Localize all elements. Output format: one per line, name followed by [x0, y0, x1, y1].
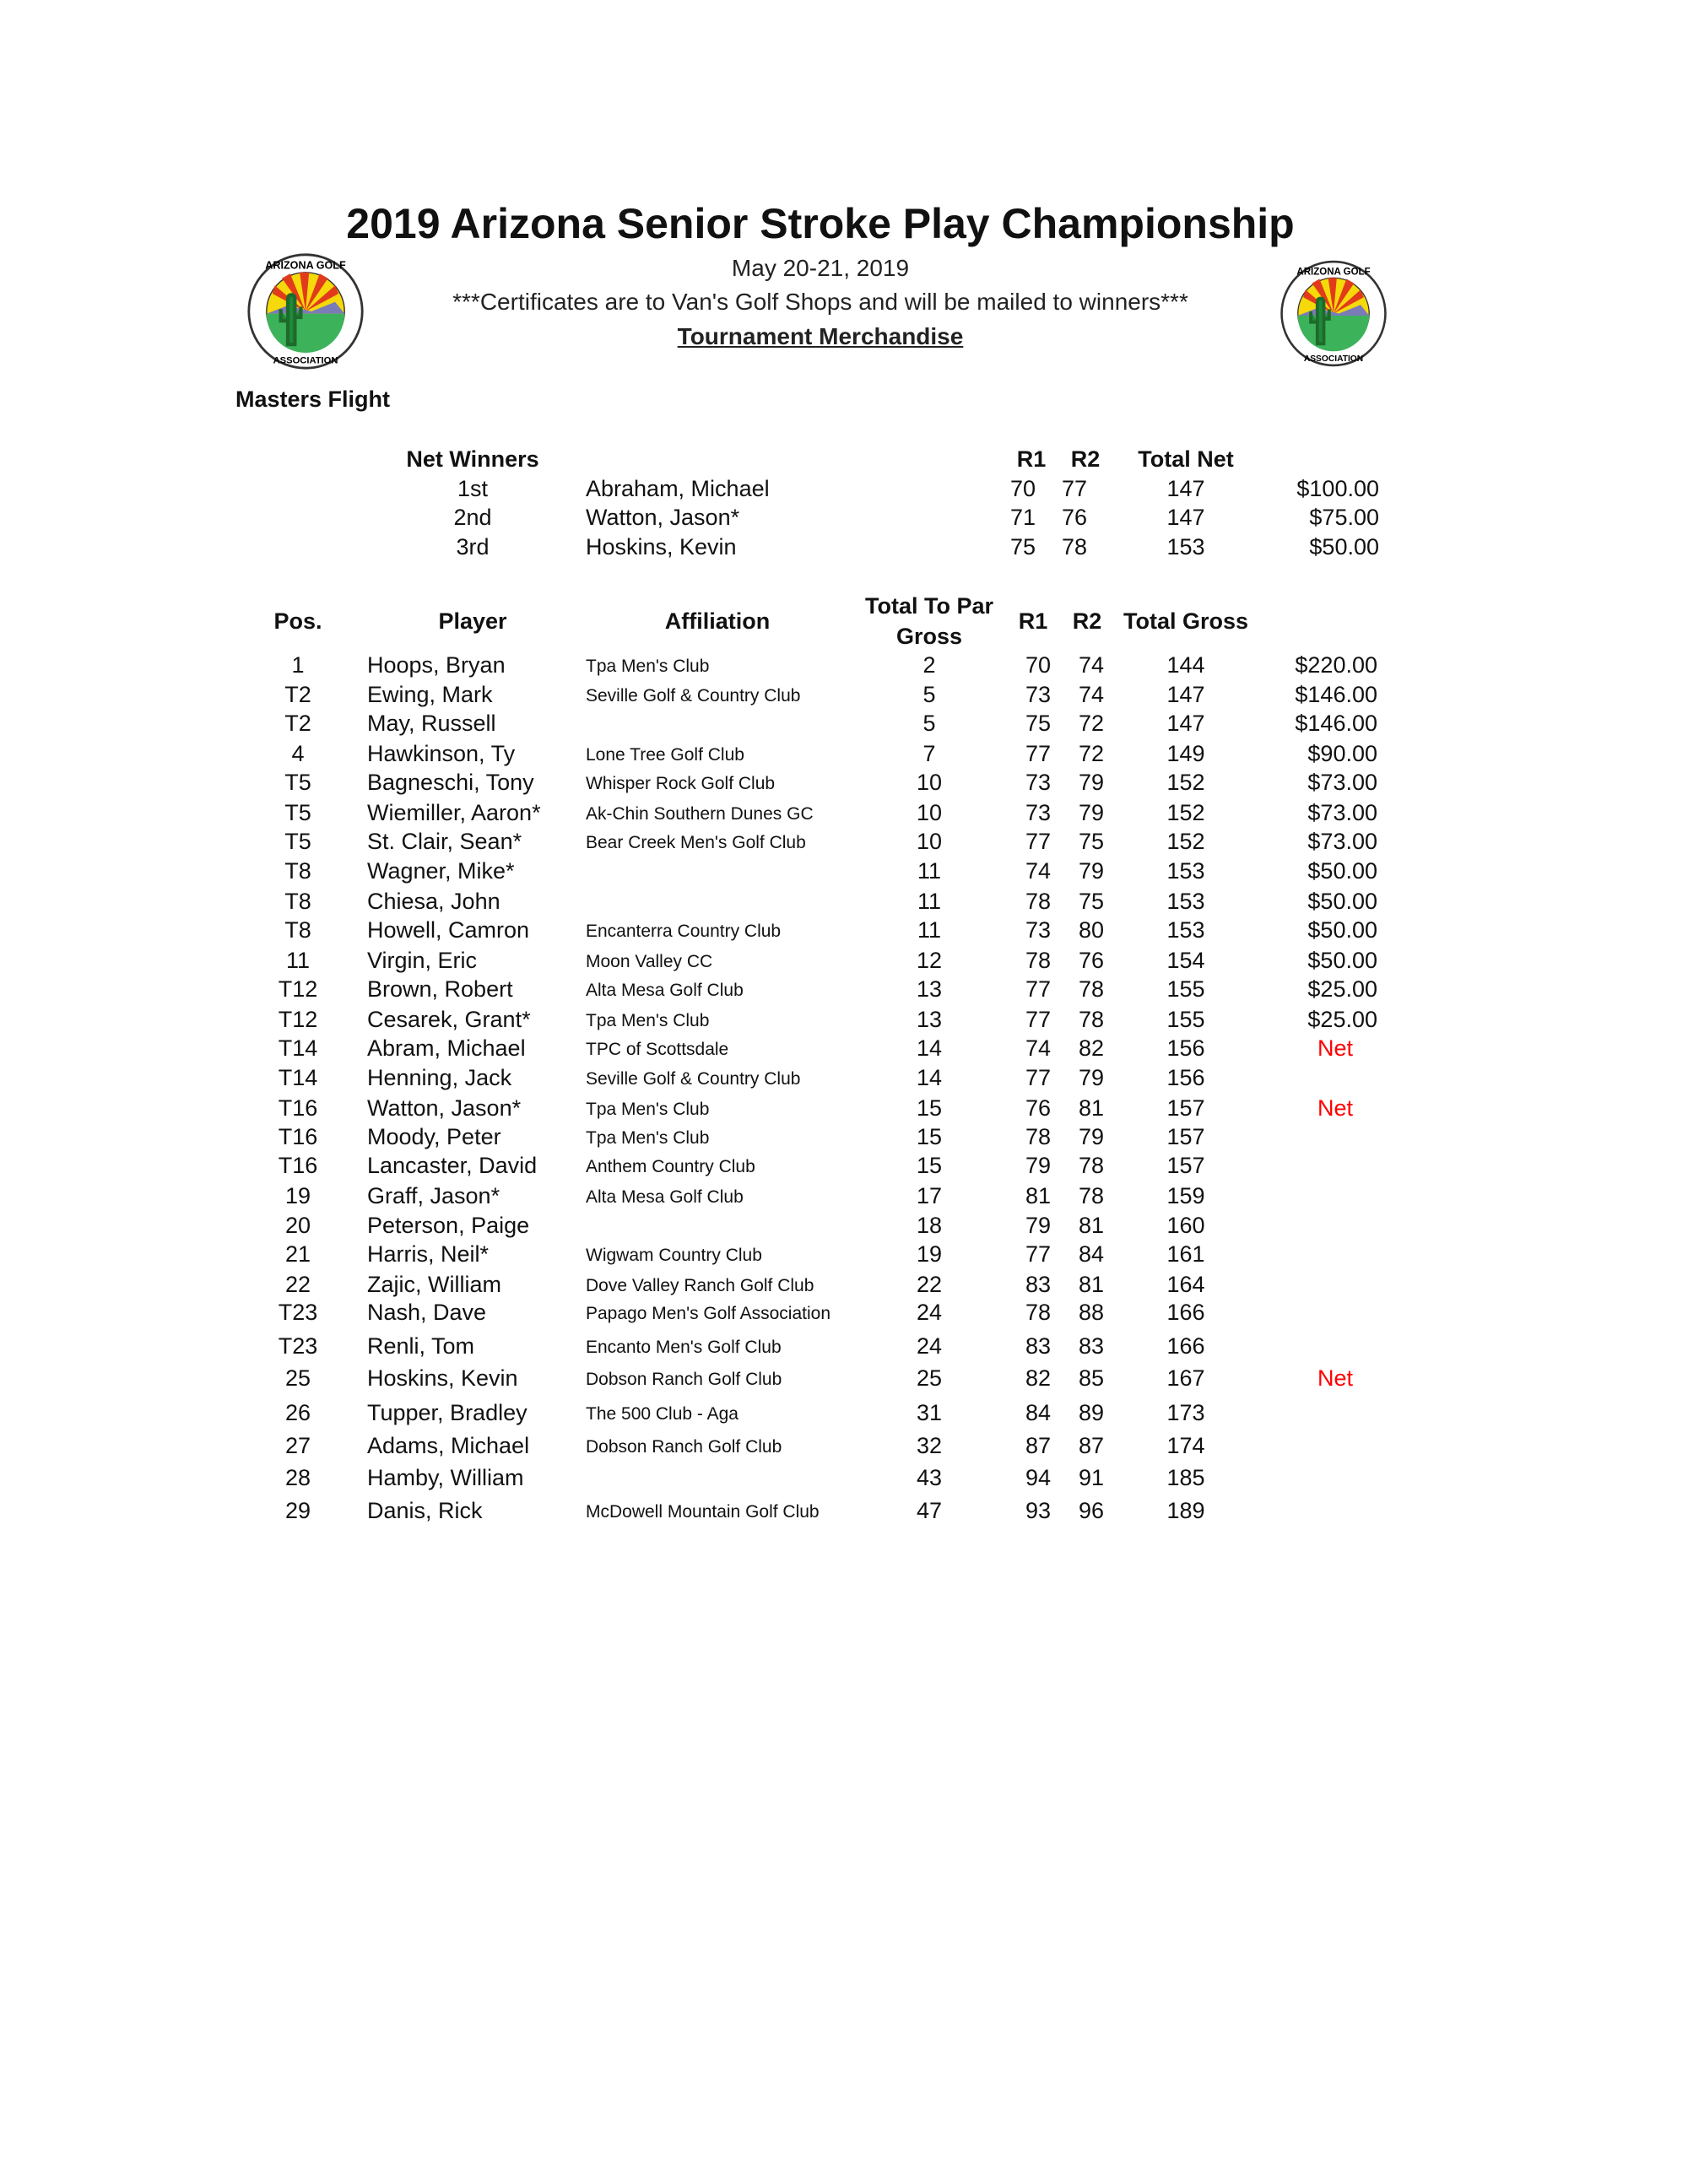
- svg-text:ASSOCIATION: ASSOCIATION: [1303, 354, 1364, 364]
- total-to-par: 13: [916, 1007, 943, 1032]
- player-name: Moody, Peter: [367, 1124, 501, 1149]
- total-gross: 152: [1166, 829, 1205, 854]
- round-1-score: 78: [1025, 1124, 1052, 1149]
- position: T16: [278, 1095, 318, 1121]
- total-gross: 157: [1166, 1153, 1205, 1178]
- prize-amount: $50.00: [1307, 917, 1377, 943]
- player-name: Danis, Rick: [367, 1498, 483, 1523]
- round-2-score: 79: [1078, 800, 1105, 825]
- player-name: Virgin, Eric: [367, 948, 478, 973]
- total-to-par: 14: [916, 1065, 943, 1090]
- net-r1: 70: [1009, 476, 1036, 501]
- prize-amount: $73.00: [1307, 770, 1377, 795]
- round-2-score: 96: [1078, 1498, 1105, 1523]
- total-to-par: 10: [916, 829, 943, 854]
- affiliation: The 500 Club - Aga: [586, 1404, 738, 1424]
- prize-amount: $50.00: [1307, 858, 1377, 884]
- player-name: Bagneschi, Tony: [367, 770, 534, 795]
- total-gross: 156: [1166, 1065, 1205, 1090]
- total-to-par: 10: [916, 770, 943, 795]
- position: 19: [284, 1183, 311, 1208]
- net-r2: 78: [1061, 534, 1088, 560]
- position: T8: [284, 858, 311, 884]
- total-gross: 149: [1166, 741, 1205, 766]
- total-to-par: 24: [916, 1333, 943, 1359]
- net-place: 1st: [457, 476, 489, 501]
- player-name: Peterson, Paige: [367, 1213, 530, 1238]
- total-to-par: 15: [916, 1153, 943, 1178]
- prize-amount: $146.00: [1295, 682, 1377, 707]
- round-1-score: 73: [1025, 770, 1052, 795]
- affiliation: Papago Men's Golf Association: [586, 1304, 831, 1323]
- total-to-par: 32: [916, 1433, 943, 1458]
- prize-amount: $50.00: [1307, 948, 1377, 973]
- player-name: Hawkinson, Ty: [367, 741, 516, 766]
- round-1-score: 73: [1025, 800, 1052, 825]
- prize-amount: $25.00: [1307, 976, 1377, 1002]
- round-1-score: 81: [1025, 1183, 1052, 1208]
- net-r1-header: R1: [1016, 446, 1047, 472]
- round-2-score: 80: [1078, 917, 1105, 943]
- round-1-score: 83: [1025, 1333, 1052, 1359]
- player-name: Wiemiller, Aaron*: [367, 800, 541, 825]
- prize-amount: $25.00: [1307, 1007, 1377, 1032]
- round-1-score: 74: [1025, 858, 1052, 884]
- total-gross: 174: [1166, 1433, 1205, 1458]
- player-name: Cesarek, Grant*: [367, 1007, 531, 1032]
- round-1-score: 70: [1025, 652, 1052, 678]
- round-2-score: 72: [1078, 711, 1105, 736]
- player-name: Hoskins, Kevin: [367, 1365, 518, 1391]
- round-2-score: 72: [1078, 741, 1105, 766]
- player-name: Wagner, Mike*: [367, 858, 515, 884]
- round-1-score: 82: [1025, 1365, 1052, 1391]
- position: T16: [278, 1153, 318, 1178]
- round-2-score: 84: [1078, 1241, 1105, 1267]
- affiliation: Tpa Men's Club: [586, 657, 710, 676]
- prize-amount: $50.00: [1307, 889, 1377, 914]
- net-r2-header: R2: [1070, 446, 1101, 472]
- round-2-score: 78: [1078, 976, 1105, 1002]
- flight-heading: Masters Flight: [235, 387, 391, 412]
- total-gross: 160: [1166, 1213, 1205, 1238]
- net-prize: $100.00: [1296, 476, 1379, 501]
- position: T5: [284, 829, 311, 854]
- net-winner-marker: Net: [1317, 1365, 1354, 1391]
- round-2-score: 81: [1078, 1272, 1105, 1297]
- total-to-par: 11: [917, 917, 942, 943]
- net-r2: 77: [1061, 476, 1088, 501]
- position: 25: [284, 1365, 311, 1391]
- position: T14: [278, 1065, 318, 1090]
- affiliation: Whisper Rock Golf Club: [586, 774, 776, 793]
- player-name: Harris, Neil*: [367, 1241, 490, 1267]
- total-to-par: 31: [916, 1400, 943, 1425]
- total-gross: 154: [1166, 948, 1205, 973]
- round-2-score: 85: [1078, 1365, 1105, 1391]
- total-to-par: 11: [917, 889, 942, 914]
- net-r2: 76: [1061, 505, 1088, 530]
- player-name: Adams, Michael: [367, 1433, 530, 1458]
- net-player-name: Abraham, Michael: [586, 476, 770, 501]
- total-to-par: 19: [916, 1241, 943, 1267]
- position: 29: [284, 1498, 311, 1523]
- position: T14: [278, 1035, 318, 1061]
- round-1-score: 77: [1025, 1007, 1052, 1032]
- position: T8: [284, 917, 311, 943]
- affiliation-header: Affiliation: [664, 608, 771, 634]
- player-name: May, Russell: [367, 711, 496, 736]
- net-winner-marker: Net: [1317, 1035, 1354, 1061]
- position: 11: [285, 948, 311, 973]
- round-2-score: 76: [1078, 948, 1105, 973]
- total-to-par: 7: [922, 741, 936, 766]
- round-2-score: 83: [1078, 1333, 1105, 1359]
- total-to-par: 22: [916, 1272, 943, 1297]
- round-1-score: 74: [1025, 1035, 1052, 1061]
- player-name: Graff, Jason*: [367, 1183, 500, 1208]
- total-to-par: 25: [916, 1365, 943, 1391]
- certificates-note: ***Certificates are to Van's Golf Shops and will be mailed to winners***: [452, 289, 1188, 315]
- affiliation: Seville Golf & Country Club: [586, 686, 801, 705]
- round-1-score: 83: [1025, 1272, 1052, 1297]
- affiliation: Anthem Country Club: [586, 1157, 755, 1176]
- total-to-par: 18: [916, 1213, 943, 1238]
- affiliation: Dobson Ranch Golf Club: [586, 1437, 782, 1457]
- total-gross: 166: [1166, 1300, 1205, 1325]
- logo-graphic: [1280, 255, 1388, 372]
- total-gross: 153: [1166, 858, 1205, 884]
- round-1-score: 93: [1025, 1498, 1052, 1523]
- position: T2: [284, 711, 311, 736]
- position: T23: [278, 1300, 318, 1325]
- total-gross: 167: [1166, 1365, 1205, 1391]
- affiliation: Dove Valley Ranch Golf Club: [586, 1276, 814, 1295]
- round-2-score: 87: [1078, 1433, 1105, 1458]
- round-1-score: 73: [1025, 682, 1052, 707]
- affiliation: Tpa Men's Club: [586, 1100, 710, 1119]
- round-1-score: 73: [1025, 917, 1052, 943]
- total-to-par: 17: [916, 1183, 943, 1208]
- total-gross: 153: [1166, 889, 1205, 914]
- total-to-par: 24: [916, 1300, 943, 1325]
- net-winner-marker: Net: [1317, 1095, 1354, 1121]
- position: 21: [284, 1241, 311, 1267]
- total-gross: 147: [1166, 711, 1205, 736]
- player-name: Tupper, Bradley: [367, 1400, 528, 1425]
- affiliation: Seville Golf & Country Club: [586, 1069, 801, 1089]
- total-gross: 144: [1166, 652, 1205, 678]
- round-1-score: 77: [1025, 1241, 1052, 1267]
- round-1-score: 87: [1025, 1433, 1052, 1458]
- round-2-score: 75: [1078, 889, 1105, 914]
- round-2-score: 78: [1078, 1153, 1105, 1178]
- round-2-score: 89: [1078, 1400, 1105, 1425]
- round-2-score: 79: [1078, 1124, 1105, 1149]
- total-gross: 157: [1166, 1124, 1205, 1149]
- player-name: Watton, Jason*: [367, 1095, 522, 1121]
- net-prize: $75.00: [1309, 505, 1379, 530]
- affiliation: Alta Mesa Golf Club: [586, 981, 744, 1000]
- to-par-header: Total To Par: [864, 593, 994, 619]
- player-header: Player: [438, 608, 507, 634]
- round-1-score: 77: [1025, 1065, 1052, 1090]
- player-name: Abram, Michael: [367, 1035, 526, 1061]
- total-gross: 155: [1166, 1007, 1205, 1032]
- round-2-score: 78: [1078, 1183, 1105, 1208]
- player-name: Hamby, William: [367, 1465, 524, 1490]
- round-2-score: 91: [1078, 1465, 1105, 1490]
- affiliation: Wigwam Country Club: [586, 1246, 762, 1265]
- affiliation: McDowell Mountain Golf Club: [586, 1502, 820, 1522]
- net-prize: $50.00: [1309, 534, 1379, 560]
- net-player-name: Hoskins, Kevin: [586, 534, 737, 560]
- round-1-score: 77: [1025, 741, 1052, 766]
- round-1-score: 75: [1025, 711, 1052, 736]
- round-2-score: 82: [1078, 1035, 1105, 1061]
- round-1-score: 78: [1025, 1300, 1052, 1325]
- round-1-score: 78: [1025, 948, 1052, 973]
- affiliation: Bear Creek Men's Golf Club: [586, 833, 806, 852]
- position: 28: [284, 1465, 311, 1490]
- player-name: Henning, Jack: [367, 1065, 512, 1090]
- round-2-score: 88: [1078, 1300, 1105, 1325]
- round-1-score: 94: [1025, 1465, 1052, 1490]
- total-gross: 164: [1166, 1272, 1205, 1297]
- total-gross: 152: [1166, 800, 1205, 825]
- svg-text:ARIZONA GOLF: ARIZONA GOLF: [265, 259, 346, 272]
- round-2-score: 81: [1078, 1095, 1105, 1121]
- total-to-par: 13: [916, 976, 943, 1002]
- net-r1: 75: [1009, 534, 1036, 560]
- prize-amount: $220.00: [1295, 652, 1377, 678]
- position: T5: [284, 800, 311, 825]
- total-to-par: 11: [917, 858, 942, 884]
- affiliation: Tpa Men's Club: [586, 1128, 710, 1148]
- round-2-score: 79: [1078, 858, 1105, 884]
- round-2-score: 79: [1078, 1065, 1105, 1090]
- arizona-golf-association-logo-left: [241, 252, 370, 370]
- total-gross: 159: [1166, 1183, 1205, 1208]
- total-gross-header: Total Gross: [1123, 608, 1249, 634]
- player-name: Renli, Tom: [367, 1333, 475, 1359]
- pos-header: Pos.: [273, 608, 322, 634]
- position: T12: [278, 1007, 318, 1032]
- round-2-score: 78: [1078, 1007, 1105, 1032]
- position: T16: [278, 1124, 318, 1149]
- prize-amount: $73.00: [1307, 800, 1377, 825]
- net-r1: 71: [1009, 505, 1036, 530]
- tournament-merchandise-link[interactable]: Tournament Merchandise: [677, 323, 964, 349]
- r1-header: R1: [1018, 608, 1048, 634]
- total-to-par: 12: [916, 948, 943, 973]
- total-gross: 155: [1166, 976, 1205, 1002]
- total-gross: 157: [1166, 1095, 1205, 1121]
- round-2-score: 74: [1078, 682, 1105, 707]
- affiliation: Ak-Chin Southern Dunes GC: [586, 804, 814, 824]
- round-2-score: 79: [1078, 770, 1105, 795]
- round-2-score: 74: [1078, 652, 1105, 678]
- position: 20: [284, 1213, 311, 1238]
- position: 4: [291, 741, 305, 766]
- player-name: Zajic, William: [367, 1272, 501, 1297]
- page-title: 2019 Arizona Senior Stroke Play Championship: [346, 200, 1295, 247]
- net-place: 3rd: [456, 534, 490, 560]
- total-gross: 152: [1166, 770, 1205, 795]
- position: T8: [284, 889, 311, 914]
- to-par-header-gross: Gross: [895, 624, 963, 649]
- position: T2: [284, 682, 311, 707]
- net-total: 147: [1166, 476, 1205, 501]
- player-name: Chiesa, John: [367, 889, 500, 914]
- position: 27: [284, 1433, 311, 1458]
- total-to-par: 14: [916, 1035, 943, 1061]
- prize-amount: $73.00: [1307, 829, 1377, 854]
- player-name: Hoops, Bryan: [367, 652, 506, 678]
- total-gross: 185: [1166, 1465, 1205, 1490]
- total-gross: 147: [1166, 682, 1205, 707]
- event-date: May 20-21, 2019: [731, 255, 910, 281]
- total-to-par: 15: [916, 1124, 943, 1149]
- total-gross: 166: [1166, 1333, 1205, 1359]
- prize-amount: $146.00: [1295, 711, 1377, 736]
- round-1-score: 76: [1025, 1095, 1052, 1121]
- arizona-golf-association-logo-right: [1280, 255, 1388, 372]
- player-name: St. Clair, Sean*: [367, 829, 522, 854]
- position: 26: [284, 1400, 311, 1425]
- total-to-par: 10: [916, 800, 943, 825]
- position: T23: [278, 1333, 318, 1359]
- affiliation: Encanterra Country Club: [586, 922, 782, 941]
- player-name: Brown, Robert: [367, 976, 513, 1002]
- prize-amount: $90.00: [1307, 741, 1377, 766]
- total-to-par: 5: [922, 711, 936, 736]
- total-gross: 189: [1166, 1498, 1205, 1523]
- round-1-score: 79: [1025, 1153, 1052, 1178]
- round-1-score: 79: [1025, 1213, 1052, 1238]
- net-player-name: Watton, Jason*: [586, 505, 740, 530]
- round-1-score: 77: [1025, 829, 1052, 854]
- round-1-score: 77: [1025, 976, 1052, 1002]
- round-1-score: 84: [1025, 1400, 1052, 1425]
- total-to-par: 47: [916, 1498, 943, 1523]
- net-total: 147: [1166, 505, 1205, 530]
- position: T12: [278, 976, 318, 1002]
- player-name: Howell, Camron: [367, 917, 530, 943]
- round-1-score: 78: [1025, 889, 1052, 914]
- round-2-score: 81: [1078, 1213, 1105, 1238]
- position: 22: [284, 1272, 311, 1297]
- round-2-score: 75: [1078, 829, 1105, 854]
- player-name: Ewing, Mark: [367, 682, 493, 707]
- total-gross: 173: [1166, 1400, 1205, 1425]
- position: 1: [291, 652, 305, 678]
- net-total: 153: [1166, 534, 1205, 560]
- affiliation: TPC of Scottsdale: [586, 1040, 729, 1059]
- svg-text:ARIZONA GOLF: ARIZONA GOLF: [1296, 267, 1371, 278]
- position: T5: [284, 770, 311, 795]
- total-to-par: 43: [916, 1465, 943, 1490]
- r2-header: R2: [1072, 608, 1102, 634]
- total-gross: 156: [1166, 1035, 1205, 1061]
- logo-graphic: [241, 252, 370, 370]
- total-gross: 153: [1166, 917, 1205, 943]
- player-name: Lancaster, David: [367, 1153, 538, 1178]
- affiliation: Lone Tree Golf Club: [586, 745, 744, 765]
- affiliation: Tpa Men's Club: [586, 1011, 710, 1030]
- net-place: 2nd: [453, 505, 492, 530]
- player-name: Nash, Dave: [367, 1300, 487, 1325]
- total-to-par: 2: [922, 652, 936, 678]
- svg-text:ASSOCIATION: ASSOCIATION: [273, 355, 338, 366]
- total-gross: 161: [1166, 1241, 1205, 1267]
- affiliation: Alta Mesa Golf Club: [586, 1187, 744, 1207]
- total-to-par: 5: [922, 682, 936, 707]
- affiliation: Encanto Men's Golf Club: [586, 1338, 782, 1357]
- net-winners-header: Net Winners: [406, 446, 539, 472]
- total-to-par: 15: [916, 1095, 943, 1121]
- net-total-header: Total Net: [1138, 446, 1234, 472]
- affiliation: Dobson Ranch Golf Club: [586, 1370, 782, 1389]
- affiliation: Moon Valley CC: [586, 952, 713, 971]
